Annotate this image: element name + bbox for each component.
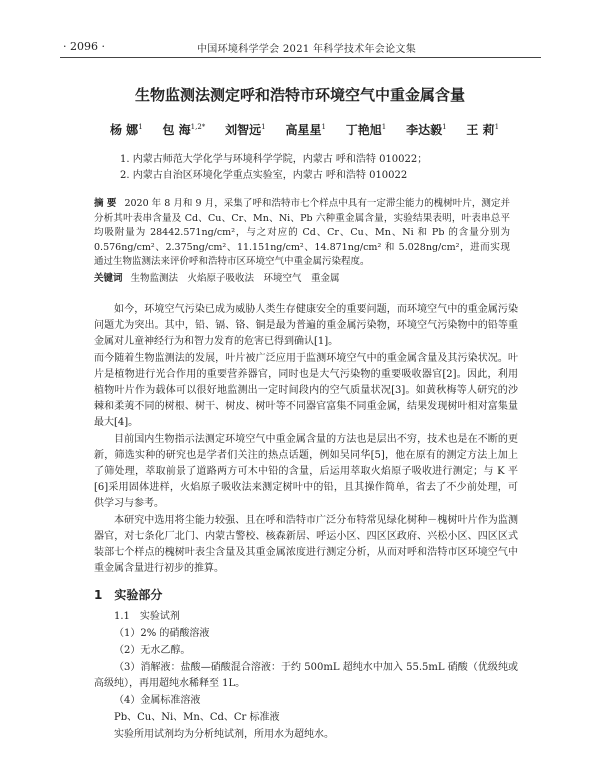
author-list <box>110 121 515 138</box>
author: 杨 娜$^1$ <box>110 123 143 137</box>
intro-paragraph-1: 如今，环境空气污染已成为威胁人类生存健康安全的重要问题，而环境空气中的重金属污染问题尤为突出。其中，铅、镉、铬、铜是最为普遍的重金属污染物，环境空气污染物中的铅等重金属对儿童神经行为和智力发育的危害已得到确认[1]。 <box>94 304 518 347</box>
reagent-item-4: （4）金属标准溶液 <box>114 695 201 706</box>
keywords-label: 关键词 <box>94 273 123 284</box>
abstract-label: 摘 要 <box>94 198 117 209</box>
reagent-item-2: （2）无水乙醇。 <box>114 645 191 656</box>
paper-title: 生物监测法测定呼和浩特市环境空气中重金属含量 <box>134 86 465 104</box>
reagent-item-3: （3）消解液：盐酸—硝酸混合溶液：于约 500mL 超纯水中加入 55.5mL 硝酸（优级纯或高级纯），再用超纯水稀释至 1L。 <box>94 662 518 689</box>
subsection-heading: 1.1 实验试剂 <box>114 611 180 622</box>
journal-running-title: 中国环境科学学会 2021 年科学技术年会论文集 <box>197 44 417 55</box>
intro-paragraph-3: 目前国内生物指示法测定环境空气中重金属含量的方法也是层出不穷，技术也是在不断的更新，筛选实种的研究也是学者们关注的热点话题，例如吴同华[5]，他在原有的测定方法上加上了筛处理，萃取前景了道路两方可木中铅的含量，后运用萃取火焰原子吸收进行测定；与 K 平[6]采用固体进样，火焰原子吸收法来测定树叶中的铅，且其操作简单，省去了不少前处理，可供学习与参考。 <box>94 434 518 509</box>
author: 包 海$^{1,2*}$ <box>162 123 206 137</box>
reagent-item-5: Pb、Cu、Ni、Mn、Cd、Cr 标准液 <box>114 712 280 723</box>
reagent-note: 实验所用试剂均为分析纯试剂，所用水为超纯水。 <box>114 729 334 740</box>
affiliation-2: 2. 内蒙古自治区环境化学重点实验室，内蒙古 呼和浩特 010022 <box>120 170 408 181</box>
author: 高星星$^1$ <box>285 123 326 137</box>
reagent-item-1: （1）2% 的硝酸溶液 <box>114 628 210 639</box>
body-text <box>94 302 518 744</box>
keywords-text: 生物监测法 火焰原子吸收法 环境空气 重金属 <box>130 273 340 284</box>
abstract-text: 2020 年 8 月和 9 月，采集了呼和浩特市七个样点中具有一定滞尘能力的槐树叶片，测定并分析其叶表串含量及 Cd、Cu、Cr、Mn、Ni、Pb 六种重金属含量，实验结果表明，叶表串总平均吸附量为 28442.571ng/cm²，与之对应的 Cd、Cr、Cu、Mn、Ni 和 Pb 的含量分别为 0.576ng/cm²、2.375ng/cm²、11.151ng/cm²、14.871ng/cm² 和 5.028ng/cm²，进而实现通过生物监测法来评价呼和浩特市区环境空气中重金属污染程度。 <box>94 198 510 267</box>
affiliation-1: 1. 内蒙古师范大学化学与环境科学学院，内蒙古 呼和浩特 010022； <box>120 154 428 165</box>
section-heading: 1 实验部分 <box>94 588 163 602</box>
abstract <box>94 197 510 270</box>
author: 王 莉$^1$ <box>466 123 500 137</box>
intro-paragraph-2: 而今随着生物监测法的发展，叶片被广泛应用于监测环境空气中的重金属含量及其污染状况。叶片是植物进行光合作用的重要营养器官，同时也是大气污染物的重要吸收器官[2]。因此，利用植物叶片作为载体可以很好地监测出一定时间段内的空气质量状况[3]。如黄秋梅等人研究的沙棘和柔荑不同的树根、树干、树皮、树叶等不同器官富集不同重金属，结果发现树叶相对富集量最大[4]。 <box>94 353 518 428</box>
page-number: · 2096 · <box>63 40 105 53</box>
intro-paragraph-4: 本研究中选用将尘能力较强、且在呼和浩特市广泛分布特常见绿化树种－槐树叶片作为监测器官，对七条化厂北门、内蒙古警校、核森新居、呼运小区、四区区政府、兴松小区、四区区式装部七个样点的槐树叶表尘含量及其重金属浓度进行测定分析，从而对呼和浩特市区环境空气中重金属含量进行初步的推算。 <box>94 515 518 574</box>
author: 李达毅$^1$ <box>406 123 447 137</box>
header-divider <box>60 57 541 58</box>
author: 丁艳旭$^1$ <box>345 123 387 137</box>
keywords <box>94 270 340 284</box>
author: 刘智远$^1$ <box>225 123 266 137</box>
